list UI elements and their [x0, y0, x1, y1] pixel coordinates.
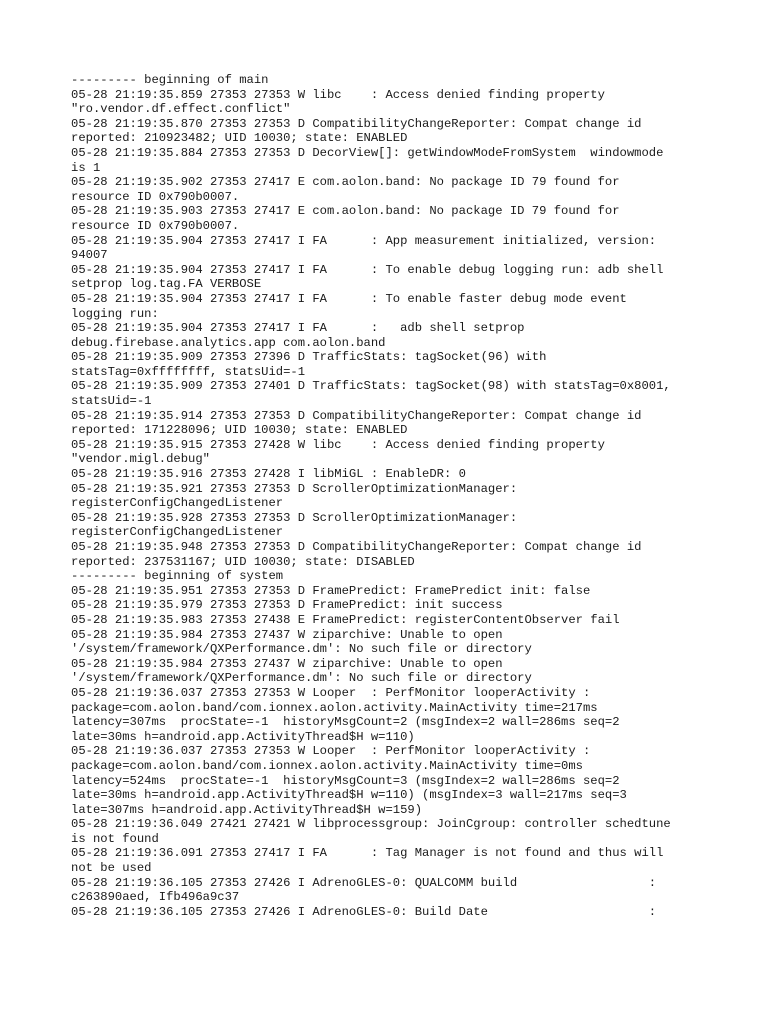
log-line: 05-28 21:19:35.984 27353 27437 W ziparchive: Unable to open — [71, 656, 503, 671]
log-line: registerConfigChangedListener — [71, 496, 284, 511]
log-line: 05-28 21:19:35.884 27353 27353 D DecorView[]: getWindowModeFromSystem windowmode — [71, 145, 664, 160]
log-line: reported: 171228096; UID 10030; state: ENABLED — [71, 423, 408, 438]
log-line: logging run: — [71, 306, 159, 321]
log-line: 05-28 21:19:35.904 27353 27417 I FA : To enable debug logging run: adb shell — [71, 262, 664, 277]
log-line: 05-28 21:19:35.916 27353 27428 I libMiGL : EnableDR: 0 — [71, 467, 466, 482]
log-line: resource ID 0x790b0007. — [71, 218, 240, 233]
log-line: reported: 210923482; UID 10030; state: ENABLED — [71, 131, 408, 146]
log-line: 05-28 21:19:36.105 27353 27426 I AdrenoGLES-0: QUALCOMM build : — [71, 875, 657, 890]
log-line: setprop log.tag.FA VERBOSE — [71, 277, 262, 292]
log-line: 05-28 21:19:36.091 27353 27417 I FA : Tag Manager is not found and thus will — [71, 846, 664, 861]
log-line: registerConfigChangedListener — [71, 525, 284, 540]
log-line: 05-28 21:19:35.903 27353 27417 E com.aolon.band: No package ID 79 found for — [71, 204, 620, 219]
log-line: is not found — [71, 831, 159, 846]
log-line: late=30ms h=android.app.ActivityThread$H w=110) — [71, 729, 415, 744]
log-line: "vendor.migl.debug" — [71, 452, 210, 467]
log-line: 05-28 21:19:35.984 27353 27437 W ziparchive: Unable to open — [71, 627, 503, 642]
log-line: 05-28 21:19:35.902 27353 27417 E com.aolon.band: No package ID 79 found for — [71, 175, 620, 190]
log-line: 05-28 21:19:35.915 27353 27428 W libc : Access denied finding property — [71, 437, 605, 452]
log-line: statsTag=0xffffffff, statsUid=-1 — [71, 364, 306, 379]
log-line: 05-28 21:19:35.909 27353 27401 D TrafficStats: tagSocket(98) with statsTag=0x8001, — [71, 379, 671, 394]
log-line: latency=307ms procState=-1 historyMsgCount=2 (msgIndex=2 wall=286ms seq=2 — [71, 715, 620, 730]
log-line: 05-28 21:19:35.904 27353 27417 I FA : adb shell setprop — [71, 321, 525, 336]
log-line: '/system/framework/QXPerformance.dm': No such file or directory — [71, 642, 532, 657]
log-line: 05-28 21:19:35.921 27353 27353 D ScrollerOptimizationManager: — [71, 481, 518, 496]
log-line: 05-28 21:19:35.904 27353 27417 I FA : App measurement initialized, version: — [71, 233, 657, 248]
log-line: debug.firebase.analytics.app com.aolon.band — [71, 335, 386, 350]
log-document — [71, 73, 711, 919]
log-line: late=30ms h=android.app.ActivityThread$H w=110) (msgIndex=3 wall=217ms seq=3 — [71, 788, 627, 803]
log-line: 05-28 21:19:35.928 27353 27353 D ScrollerOptimizationManager: — [71, 510, 518, 525]
log-line: 05-28 21:19:35.948 27353 27353 D CompatibilityChangeReporter: Compat change id — [71, 540, 642, 554]
log-line: 05-28 21:19:36.049 27421 27421 W libprocessgroup: JoinCgroup: controller schedtune — [71, 817, 671, 832]
log-line: --------- beginning of system — [71, 569, 284, 584]
log-line: 94007 — [71, 248, 108, 263]
log-line: c263890aed, Ifb496a9c37 — [71, 890, 240, 905]
log-line: package=com.aolon.band/com.ionnex.aolon.activity.MainActivity time=217ms — [71, 700, 598, 715]
log-line: late=307ms h=android.app.ActivityThread$H w=159) — [71, 802, 423, 817]
log-line: 05-28 21:19:35.859 27353 27353 W libc : Access denied finding property — [71, 87, 605, 102]
log-line: latency=524ms procState=-1 historyMsgCount=3 (msgIndex=2 wall=286ms seq=2 — [71, 773, 620, 788]
log-line: 05-28 21:19:35.870 27353 27353 D CompatibilityChangeReporter: Compat change id — [71, 116, 642, 131]
log-line: 05-28 21:19:35.909 27353 27396 D TrafficStats: tagSocket(96) with — [71, 350, 547, 365]
log-line: is 1 — [71, 160, 101, 175]
log-line: 05-28 21:19:36.037 27353 27353 W Looper : PerfMonitor looperActivity : — [71, 685, 591, 700]
log-line: '/system/framework/QXPerformance.dm': No such file or directory — [71, 671, 532, 686]
log-line: 05-28 21:19:35.904 27353 27417 I FA : To enable faster debug mode event — [71, 291, 627, 306]
log-line: not be used — [71, 861, 152, 876]
log-line: "ro.vendor.df.effect.conflict" — [71, 102, 291, 117]
log-line: --------- beginning of main — [71, 73, 269, 87]
log-line: 05-28 21:19:36.105 27353 27426 I AdrenoGLES-0: Build Date : — [71, 904, 657, 919]
log-line: 05-28 21:19:35.951 27353 27353 D FramePredict: FramePredict init: false — [71, 583, 591, 598]
log-line: statsUid=-1 — [71, 394, 152, 409]
log-line: 05-28 21:19:35.983 27353 27438 E FramePredict: registerContentObserver fail — [71, 612, 620, 627]
log-line: 05-28 21:19:35.979 27353 27353 D FramePredict: init success — [71, 598, 503, 613]
log-line: 05-28 21:19:35.914 27353 27353 D CompatibilityChangeReporter: Compat change id — [71, 408, 642, 423]
log-line: resource ID 0x790b0007. — [71, 189, 240, 204]
log-line: reported: 237531167; UID 10030; state: DISABLED — [71, 554, 415, 569]
log-line: package=com.aolon.band/com.ionnex.aolon.activity.MainActivity time=0ms — [71, 758, 583, 773]
log-line: 05-28 21:19:36.037 27353 27353 W Looper : PerfMonitor looperActivity : — [71, 744, 591, 759]
